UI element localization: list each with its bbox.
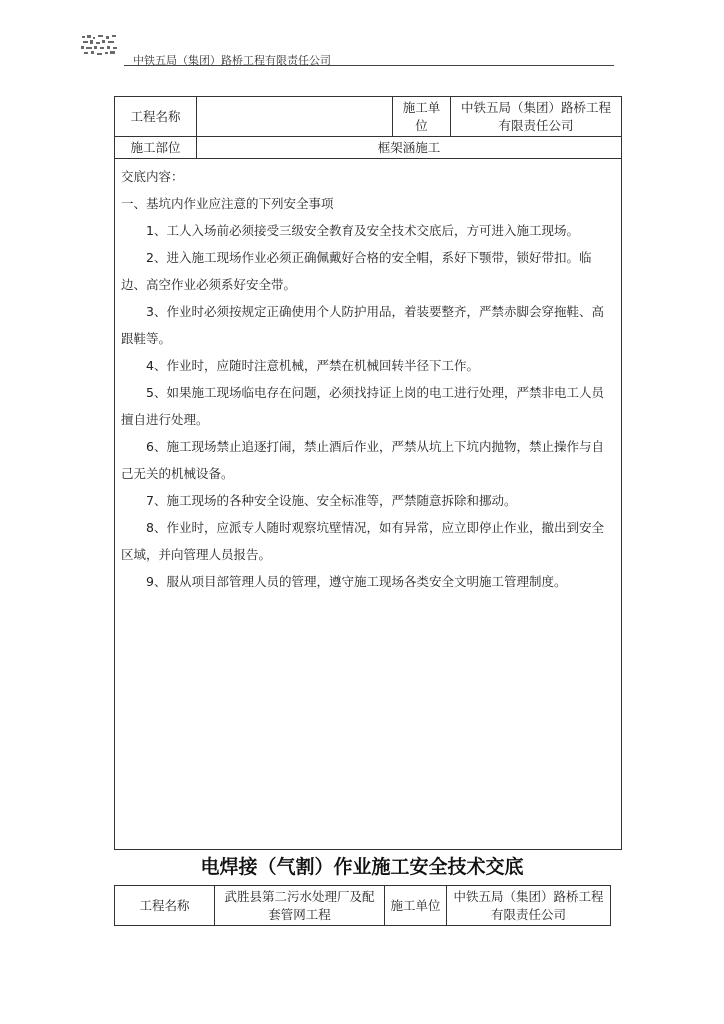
header-rule (124, 65, 614, 66)
construction-unit-value (447, 886, 611, 926)
safety-item-3-cont: 跟鞋等。 (121, 331, 172, 346)
construction-part-value: 框架涵施工 (197, 137, 622, 159)
project-name-label: 工程名称 (115, 97, 197, 137)
safety-item-8: 8、作业时，应派专人随时观察坑壁情况，如有异常，应立即停止作业，撤出到安全 (146, 520, 604, 535)
safety-item-2-cont: 边、高空作业必须系好安全带。 (121, 277, 297, 292)
project-name-value-line1: 武胜县第二污水处理厂及配 (224, 888, 375, 904)
construction-unit-value-line1: 中铁五局（集团）路桥工程 (453, 888, 604, 904)
content-heading: 交底内容： (121, 169, 184, 184)
project-name-value (197, 97, 393, 137)
safety-item-6-cont: 己无关的机械设备。 (121, 466, 234, 481)
safety-item-7: 7、施工现场的各种安全设施、安全标准等，严禁随意拆除和挪动。 (146, 493, 517, 508)
construction-unit-label-line1: 施工单 (402, 99, 441, 115)
safety-briefing-table (114, 96, 622, 850)
safety-item-5: 5、如果施工现场临电存在问题，必须找持证上岗的电工进行处理，严禁非电工人员 (146, 385, 604, 400)
safety-item-2: 2、进入施工现场作业必须正确佩戴好合格的安全帽，系好下颚带，锁好带扣。临 (146, 250, 592, 265)
company-logo (80, 34, 120, 58)
project-name-value (215, 886, 385, 926)
company-header: 中铁五局（集团）路桥工程有限责任公司 (133, 54, 331, 67)
safety-item-5-cont: 擅自进行处理。 (121, 412, 209, 427)
construction-unit-value-line2: 有限责任公司 (498, 117, 574, 133)
construction-unit-value-line2: 有限责任公司 (490, 906, 566, 922)
document-title: 电焊接（气割）作业施工安全技术交底 (200, 856, 524, 878)
project-name-label: 工程名称 (115, 886, 215, 926)
project-name-value-line2: 套管网工程 (268, 906, 331, 922)
construction-unit-label: 施工单位 (385, 886, 447, 926)
safety-item-6: 6、施工现场禁止追逐打闹，禁止酒后作业，严禁从坑上下坑内抛物，禁止操作与自 (146, 439, 604, 454)
construction-unit-value-line1: 中铁五局（集团）路桥工程 (460, 99, 611, 115)
safety-item-4: 4、作业时，应随时注意机械，严禁在机械回转半径下工作。 (146, 358, 479, 373)
construction-unit-label (393, 97, 451, 137)
construction-unit-value (451, 97, 622, 137)
welding-briefing-header-table (114, 885, 611, 926)
safety-item-8-cont: 区域，并向管理人员报告。 (121, 547, 272, 562)
section-heading: 一、基坑内作业应注意的下列安全事项 (121, 196, 334, 211)
construction-unit-label-line2: 位 (415, 117, 428, 133)
construction-part-label: 施工部位 (115, 137, 197, 159)
safety-item-1: 1、工人入场前必须接受三级安全教育及安全技术交底后，方可进入施工现场。 (146, 223, 579, 238)
safety-item-9: 9、服从项目部管理人员的管理，遵守施工现场各类安全文明施工管理制度。 (146, 574, 567, 589)
safety-item-3: 3、作业时必须按规定正确使用个人防护用品，着装要整齐，严禁赤脚会穿拖鞋、高 (146, 304, 604, 319)
briefing-content (115, 159, 622, 850)
